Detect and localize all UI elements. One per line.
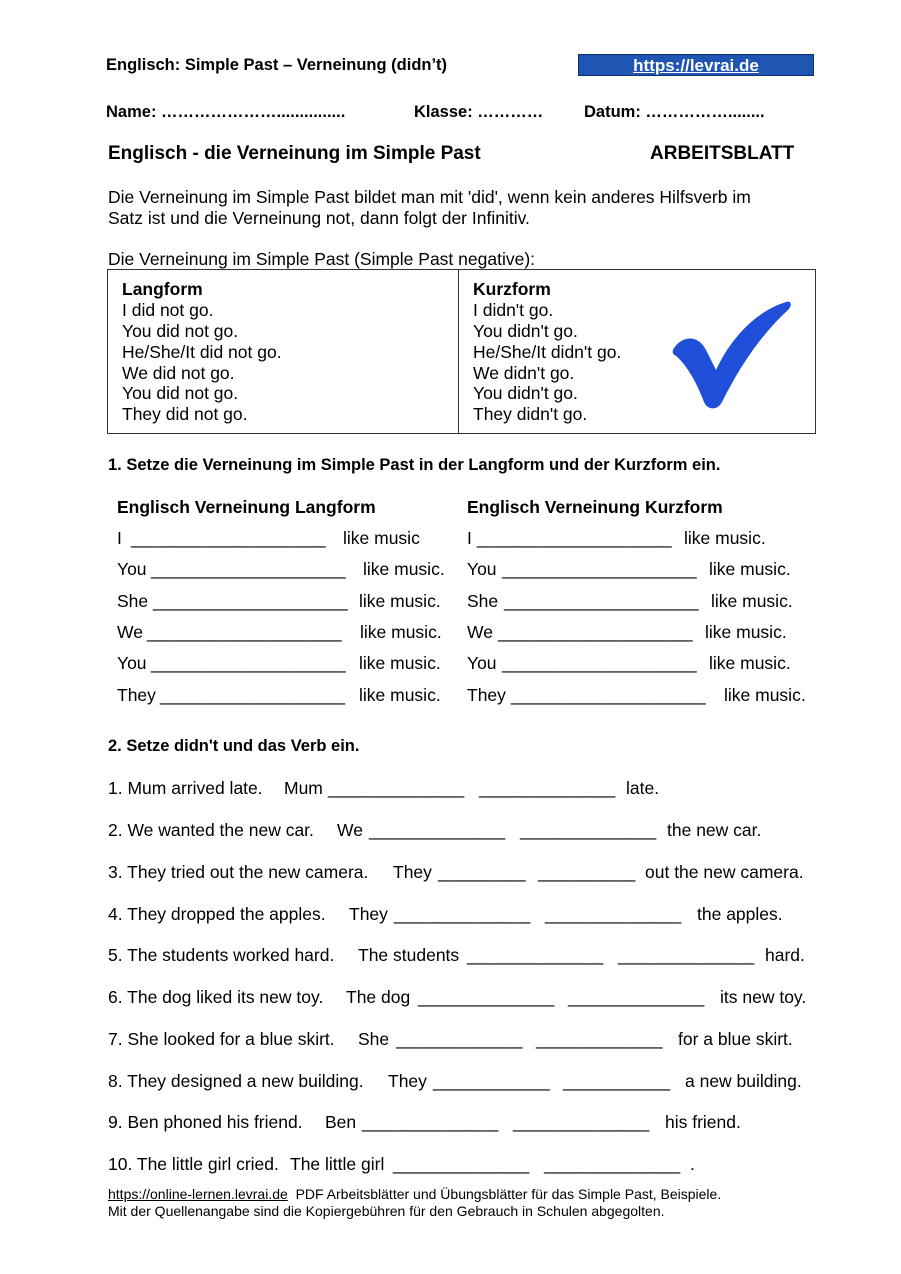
answer-blank[interactable]: ____________________ bbox=[151, 559, 346, 579]
exercise2-item bbox=[0, 1071, 901, 1093]
exercise1-row bbox=[0, 653, 901, 675]
exercise2-item bbox=[0, 945, 901, 967]
row-ending: like music. bbox=[705, 622, 787, 642]
source-sentence: 10. The little girl cried. bbox=[108, 1154, 279, 1174]
answer-blank[interactable]: ____________________ bbox=[131, 528, 326, 548]
answer-blank[interactable]: ____________________ bbox=[147, 622, 342, 642]
answer-blank[interactable]: ______________ bbox=[520, 820, 657, 840]
exercise2-instruction: 2. Setze didn't und das Verb ein. bbox=[108, 737, 360, 755]
table-divider bbox=[458, 269, 459, 434]
sentence-ending: his friend. bbox=[665, 1112, 741, 1132]
source-sentence: 5. The students worked hard. bbox=[108, 945, 335, 965]
source-sentence: 9. Ben phoned his friend. bbox=[108, 1112, 303, 1132]
sentence-ending: out the new camera. bbox=[645, 862, 804, 882]
kurzform-line: You didn't go. bbox=[473, 321, 578, 341]
row-subject: You bbox=[117, 653, 147, 673]
footer-link[interactable]: https://online-lernen.levrai.de bbox=[108, 1186, 288, 1202]
row-ending: like music. bbox=[360, 622, 442, 642]
answer-blank[interactable]: ____________________ bbox=[502, 653, 697, 673]
date-field-label: Datum: ……………........ bbox=[584, 103, 765, 121]
footer-line-1 bbox=[108, 1186, 721, 1202]
answer-blank[interactable]: ____________________ bbox=[477, 528, 672, 548]
target-subject: They bbox=[349, 904, 388, 924]
row-subject: She bbox=[117, 591, 149, 611]
answer-blank[interactable]: ___________________ bbox=[160, 685, 345, 705]
exercise2-item bbox=[0, 1112, 901, 1134]
row-ending: like music. bbox=[684, 528, 766, 548]
answer-blank[interactable]: ____________________ bbox=[153, 591, 348, 611]
class-field-label: Klasse: ………… bbox=[414, 103, 544, 121]
langform-line: I did not go. bbox=[122, 300, 214, 320]
target-subject: They bbox=[393, 862, 432, 882]
kurzform-line: I didn't go. bbox=[473, 300, 554, 320]
answer-blank[interactable]: ____________________ bbox=[504, 591, 699, 611]
langform-line: You did not go. bbox=[122, 321, 239, 341]
row-ending: like music. bbox=[359, 685, 441, 705]
sentence-ending: the new car. bbox=[667, 820, 762, 840]
answer-blank[interactable]: _____________ bbox=[536, 1029, 663, 1049]
intro-line-1: Die Verneinung im Simple Past bildet man mit 'did', wenn kein anderes Hilfsverb im bbox=[108, 187, 751, 207]
sentence-ending: for a blue skirt. bbox=[678, 1029, 793, 1049]
table-caption: Die Verneinung im Simple Past (Simple Past negative): bbox=[108, 249, 536, 269]
row-ending: like music. bbox=[711, 591, 793, 611]
answer-blank[interactable]: ____________________ bbox=[151, 653, 346, 673]
target-subject: The students bbox=[358, 945, 460, 965]
sentence-ending: its new toy. bbox=[720, 987, 807, 1007]
kurzform-line: He/She/It didn't go. bbox=[473, 342, 622, 362]
exercise1-right-heading: Englisch Verneinung Kurzform bbox=[467, 497, 723, 517]
source-sentence: 2. We wanted the new car. bbox=[108, 820, 314, 840]
sentence-ending: . bbox=[690, 1154, 695, 1174]
footer-line-2: Mit der Quellenangabe sind die Kopiergebühren für den Gebrauch in Schulen abgegolten. bbox=[108, 1203, 665, 1219]
answer-blank[interactable]: _________ bbox=[438, 862, 526, 882]
source-sentence: 8. They designed a new building. bbox=[108, 1071, 364, 1091]
answer-blank[interactable]: ______________ bbox=[544, 1154, 681, 1174]
row-subject: You bbox=[117, 559, 147, 579]
kurzform-line: You didn't go. bbox=[473, 383, 578, 403]
row-subject: I bbox=[117, 528, 122, 548]
exercise2-item bbox=[0, 1029, 901, 1051]
answer-blank[interactable]: ______________ bbox=[393, 1154, 530, 1174]
row-ending: like music. bbox=[709, 559, 791, 579]
langform-line: We did not go. bbox=[122, 363, 235, 383]
answer-blank[interactable]: ______________ bbox=[328, 778, 465, 798]
exercise2-item bbox=[0, 904, 901, 926]
langform-heading: Langform bbox=[122, 279, 203, 299]
langform-line: You did not go. bbox=[122, 383, 239, 403]
answer-blank[interactable]: ______________ bbox=[467, 945, 604, 965]
answer-blank[interactable]: ____________ bbox=[433, 1071, 550, 1091]
source-sentence: 1. Mum arrived late. bbox=[108, 778, 263, 798]
intro-line-2: Satz ist und die Verneinung not, dann folgt der Infinitiv. bbox=[108, 208, 530, 228]
levrai-link[interactable]: https://levrai.de bbox=[578, 54, 814, 76]
exercise2-item bbox=[0, 820, 901, 842]
answer-blank[interactable]: __________ bbox=[538, 862, 636, 882]
answer-blank[interactable]: ______________ bbox=[479, 778, 616, 798]
exercise2-item bbox=[0, 778, 901, 800]
langform-line: He/She/It did not go. bbox=[122, 342, 282, 362]
target-subject: They bbox=[388, 1071, 427, 1091]
kurzform-heading: Kurzform bbox=[473, 279, 551, 299]
answer-blank[interactable]: _____________ bbox=[396, 1029, 523, 1049]
target-subject: The dog bbox=[346, 987, 411, 1007]
sentence-ending: a new building. bbox=[685, 1071, 802, 1091]
answer-blank[interactable]: ___________ bbox=[563, 1071, 671, 1091]
answer-blank[interactable]: ______________ bbox=[545, 904, 682, 924]
answer-blank[interactable]: ______________ bbox=[513, 1112, 650, 1132]
kurzform-line: They didn't go. bbox=[473, 404, 588, 424]
row-ending: like music. bbox=[363, 559, 445, 579]
answer-blank[interactable]: ______________ bbox=[568, 987, 705, 1007]
target-subject: We bbox=[337, 820, 363, 840]
source-sentence: 3. They tried out the new camera. bbox=[108, 862, 369, 882]
target-subject: She bbox=[358, 1029, 390, 1049]
checkmark-icon bbox=[668, 298, 794, 414]
answer-blank[interactable]: ______________ bbox=[418, 987, 555, 1007]
exercise2-item bbox=[0, 862, 901, 884]
source-sentence: 4. They dropped the apples. bbox=[108, 904, 326, 924]
langform-line: They did not go. bbox=[122, 404, 248, 424]
row-ending: like music. bbox=[724, 685, 806, 705]
target-subject: The little girl bbox=[290, 1154, 385, 1174]
answer-blank[interactable]: ______________ bbox=[394, 904, 531, 924]
exercise2-item bbox=[0, 1154, 901, 1176]
row-subject: You bbox=[467, 559, 497, 579]
footer-text: PDF Arbeitsblätter und Übungsblätter für das Simple Past, Beispiele. bbox=[295, 1186, 722, 1202]
exercise1-row bbox=[0, 685, 901, 707]
row-ending: like music. bbox=[709, 653, 791, 673]
exercise1-instruction: 1. Setze die Verneinung im Simple Past in der Langform und der Kurzform ein. bbox=[108, 456, 721, 474]
name-field-label: Name: …………………............... bbox=[106, 103, 346, 121]
source-sentence: 6. The dog liked its new toy. bbox=[108, 987, 324, 1007]
exercise2-item bbox=[0, 987, 901, 1009]
row-subject: They bbox=[467, 685, 506, 705]
answer-blank[interactable]: ____________________ bbox=[511, 685, 706, 705]
exercise1-row bbox=[0, 528, 901, 550]
answer-blank[interactable]: ______________ bbox=[618, 945, 755, 965]
row-ending: like music bbox=[343, 528, 420, 548]
kurzform-line: We didn't go. bbox=[473, 363, 575, 383]
exercise1-row bbox=[0, 559, 901, 581]
exercise1-row bbox=[0, 622, 901, 644]
answer-blank[interactable]: ____________________ bbox=[498, 622, 693, 642]
sentence-ending: hard. bbox=[765, 945, 805, 965]
exercise1-left-heading: Englisch Verneinung Langform bbox=[117, 497, 376, 517]
row-ending: like music. bbox=[359, 591, 441, 611]
target-subject: Ben bbox=[325, 1112, 357, 1132]
target-subject: Mum bbox=[284, 778, 323, 798]
row-subject: We bbox=[467, 622, 493, 642]
sheet-label: ARBEITSBLATT bbox=[650, 143, 795, 164]
sentence-ending: the apples. bbox=[697, 904, 783, 924]
answer-blank[interactable]: ____________________ bbox=[502, 559, 697, 579]
source-sentence: 7. She looked for a blue skirt. bbox=[108, 1029, 335, 1049]
answer-blank[interactable]: ______________ bbox=[362, 1112, 499, 1132]
exercise1-row bbox=[0, 591, 901, 613]
sentence-ending: late. bbox=[626, 778, 660, 798]
answer-blank[interactable]: ______________ bbox=[369, 820, 506, 840]
worksheet-header-title: Englisch: Simple Past – Verneinung (didn’t) bbox=[106, 56, 448, 74]
section-title: Englisch - die Verneinung im Simple Past bbox=[108, 143, 481, 164]
row-subject: We bbox=[117, 622, 143, 642]
row-subject: She bbox=[467, 591, 499, 611]
row-ending: like music. bbox=[359, 653, 441, 673]
row-subject: You bbox=[467, 653, 497, 673]
row-subject: They bbox=[117, 685, 156, 705]
row-subject: I bbox=[467, 528, 472, 548]
